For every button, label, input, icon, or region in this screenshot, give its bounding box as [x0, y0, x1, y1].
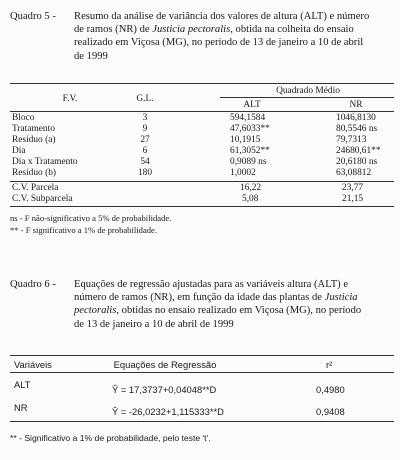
- table5-cell-fv: Resíduo (a): [12, 135, 56, 145]
- table5-cell-gl: 54: [140, 157, 150, 167]
- table5-cell-gl: 180: [137, 168, 153, 178]
- table5-cv-nr: 23,77: [342, 183, 364, 193]
- table5-cell-alt: 594,1584: [230, 113, 266, 123]
- table6-caption-line: Equações de regressão ajustadas para as variáveis altura (ALT) e: [74, 279, 349, 290]
- table5-cell-nr: 1046,8130: [336, 113, 376, 123]
- table5-footnote-ns: ns - F não-significativo a 5% de probabilidade.: [10, 213, 172, 223]
- table6-caption-line: número de ramos (NR), em função da idade das plantas de Justicia: [74, 292, 358, 304]
- table6-header-r2: r²: [326, 359, 333, 370]
- table5-caption-text: [74, 10, 394, 63]
- table6-cell-r2: 0,9408: [316, 406, 345, 417]
- table6-label: Quadro 6 -: [10, 279, 56, 290]
- table6-cell-var: ALT: [14, 379, 31, 390]
- table6-footnote: ** - Significativo a 1% de probabilidade, pelo teste 't'.: [10, 433, 211, 443]
- table6-bottom-rule: [10, 421, 394, 422]
- table5-cell-nr: 24680,61**: [336, 146, 381, 156]
- table5-group-rule: [220, 97, 394, 98]
- table5-cell-gl: 3: [142, 113, 148, 123]
- table5-cell-nr: 80,5546 ns: [336, 124, 378, 134]
- table6-caption-text: [74, 278, 394, 331]
- table5-cell-gl: 27: [140, 135, 150, 145]
- table5-body-rule: [10, 181, 394, 182]
- table5-header-rule: [10, 111, 394, 112]
- table5-cell-fv: Dia x Tratamento: [12, 157, 78, 167]
- table5-cv-fv: C.V. Parcela: [12, 183, 59, 193]
- table6-header-eq: Equações de Regressão: [113, 359, 217, 370]
- table5-cell-alt: 61,3052**: [230, 146, 270, 156]
- table5-top-rule: [10, 83, 394, 84]
- table6-caption-line: pectoralis, obtidas no ensaio realizado em Viçosa (MG), no período: [74, 305, 362, 317]
- table5-header-alt: ALT: [243, 100, 261, 110]
- table5-header-gl: G.L.: [136, 94, 154, 104]
- table6-caption-line: de 13 de janeiro a 10 de abril de 1999: [74, 318, 234, 330]
- table5-cell-gl: 9: [142, 124, 148, 134]
- table6-caption: [10, 278, 394, 334]
- table5-header-fv: F.V.: [62, 94, 78, 104]
- table5-cell-nr: 20,6180 ns: [336, 157, 378, 167]
- table5-cell-nr: 63,08812: [336, 168, 372, 178]
- table5-cell-alt: 10,1915: [230, 135, 261, 145]
- table6-cell-eq: Ŷ = -26,0232+1,115333**D: [112, 406, 224, 417]
- table5-bottom-rule: [10, 206, 394, 207]
- table5-header-group: Quadrado Médio: [276, 86, 340, 96]
- table5-label: Quadro 5 -: [10, 11, 56, 22]
- table5-cell-fv: Resíduo (b): [12, 168, 57, 178]
- table5-header-nr: NR: [349, 100, 363, 110]
- table5-caption-line: Resumo da análise de variância dos valores de altura (ALT) e número: [74, 11, 370, 22]
- table5-cell-nr: 79,7313: [336, 135, 367, 145]
- table6-header-rule: [10, 372, 394, 373]
- table5-cell-gl: 6: [142, 146, 148, 156]
- table5-cell-alt: 0,9089 ns: [230, 157, 267, 167]
- table5-cell-fv: Tratamento: [12, 124, 55, 134]
- table6-header-var: Variáveis: [14, 359, 52, 370]
- table5-cv-alt: 5,08: [242, 194, 259, 204]
- table5-footnote-sig: ** - F significativo a 1% de probabilidade.: [10, 225, 158, 235]
- table5-caption-line: realizado em Viçosa (MG), no período de 13 de janeiro a 10 de abril: [74, 37, 364, 49]
- table5-caption: [10, 10, 394, 66]
- table6-top-rule: [10, 355, 394, 356]
- table5-cv-nr: 21,15: [342, 194, 364, 204]
- table6-cell-r2: 0,4980: [316, 384, 345, 395]
- table5-caption-line: de 1999: [74, 50, 108, 62]
- table5-cell-fv: Dia: [12, 146, 26, 156]
- table6-cell-var: NR: [14, 402, 28, 413]
- table6-cell-eq: Ŷ = 17,3737+0,04048**D: [112, 384, 217, 395]
- table5-cv-fv: C.V. Subparcela: [12, 194, 73, 204]
- table5-cell-alt: 1,0002: [230, 168, 256, 178]
- table5-caption-line: de ramos (NR) de Justicia pectoralis, obtida na colheita do ensaio: [74, 24, 354, 36]
- table5-cv-alt: 16,22: [240, 183, 262, 193]
- table5-cell-fv: Bloco: [12, 113, 35, 123]
- table5-cell-alt: 47,6033**: [230, 124, 270, 134]
